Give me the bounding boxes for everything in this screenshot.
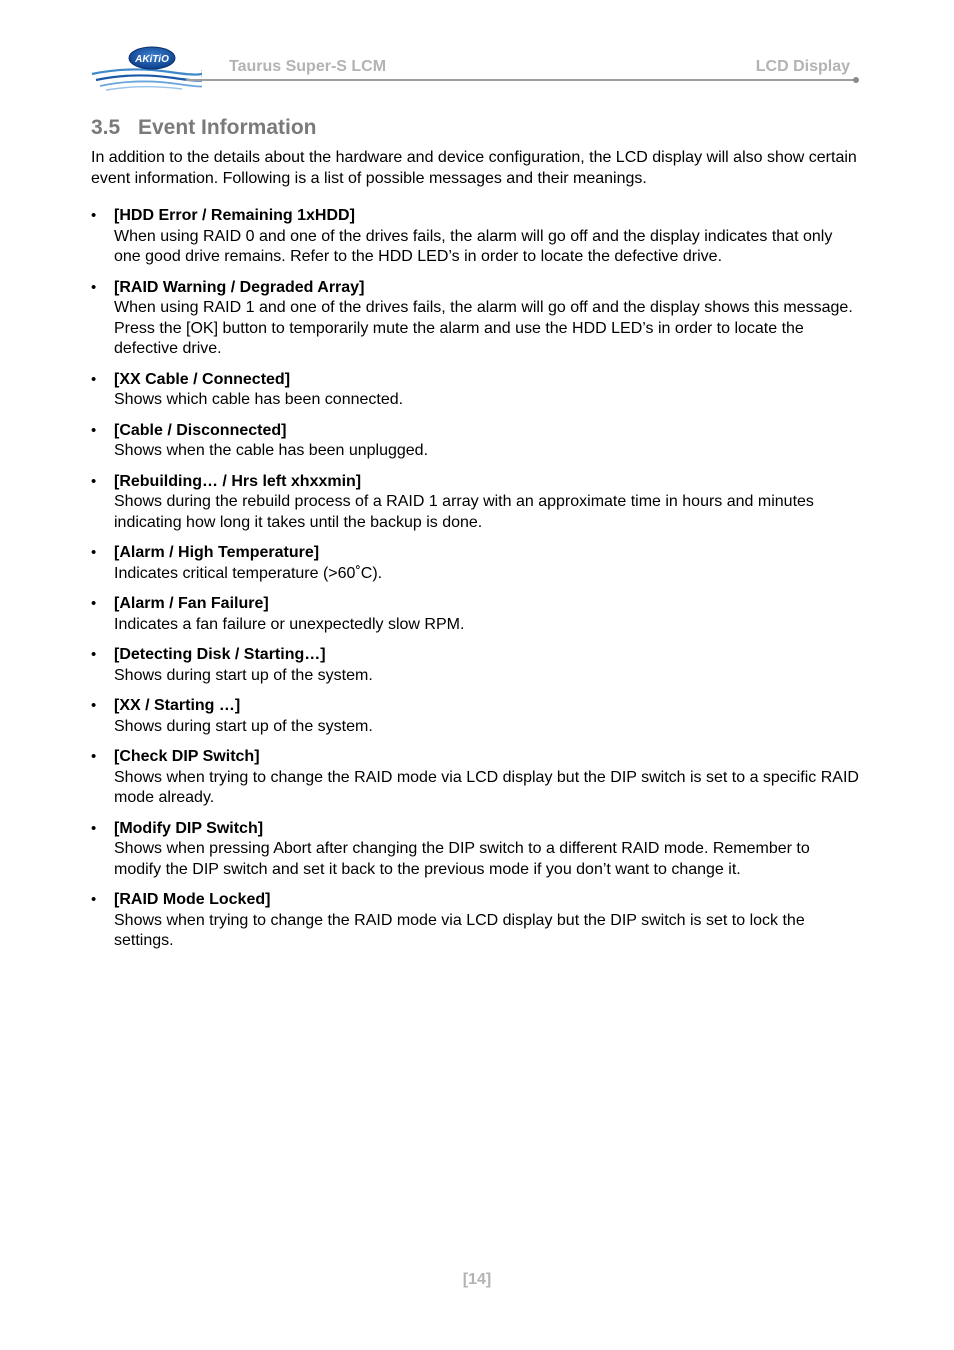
event-title: • [Detecting Disk / Starting…] bbox=[114, 646, 326, 663]
event-item bbox=[91, 747, 861, 809]
event-title: • [XX Cable / Connected] bbox=[114, 370, 291, 388]
event-item bbox=[91, 890, 861, 952]
event-item bbox=[91, 696, 861, 737]
event-description: Shows during start up of the system. bbox=[114, 666, 373, 684]
event-item bbox=[91, 278, 861, 360]
header-divider bbox=[186, 79, 858, 81]
event-description: Shows when pressing Abort after changing the DIP switch to a different RAID mode. Remember to modify the DIP switch and set it back to the previous mode if you don’t want to change it. bbox=[114, 840, 810, 878]
event-title: • [Check DIP Switch] bbox=[114, 748, 260, 765]
event-item bbox=[91, 543, 861, 584]
section-title: Event Information bbox=[138, 116, 317, 139]
event-item bbox=[91, 819, 861, 881]
event-description: Shows when trying to change the RAID mode via LCD display but the DIP switch is set to a specific RAID mode already. bbox=[114, 768, 859, 806]
event-title: • [RAID Warning / Degraded Array] bbox=[114, 278, 365, 296]
event-title: • [HDD Error / Remaining 1xHDD] bbox=[114, 207, 355, 224]
event-title: • [Alarm / High Temperature] bbox=[114, 544, 320, 561]
page-content bbox=[91, 113, 861, 962]
page-header bbox=[0, 0, 954, 100]
akitio-logo bbox=[90, 44, 202, 92]
event-description: Shows during the rebuild process of a RAID 1 array with an approximate time in hours and minutes indicating how long it takes until the backup is done. bbox=[114, 493, 814, 531]
event-description: When using RAID 1 and one of the drives fails, the alarm will go off and the display shows this message. Press the [OK] button to temporarily mute the alarm and use the HDD LED’s in order to locate the defective drive. bbox=[114, 299, 853, 357]
section-heading bbox=[91, 113, 861, 143]
event-description: Shows when trying to change the RAID mode via LCD display but the DIP switch is set to lock the settings. bbox=[114, 911, 805, 949]
header-divider-endpoint bbox=[853, 77, 859, 83]
section-number: 3.5 bbox=[91, 116, 121, 139]
event-title: • [XX / Starting …] bbox=[114, 697, 241, 714]
event-title: • [Alarm / Fan Failure] bbox=[114, 595, 269, 612]
event-description: When using RAID 0 and one of the drives fails, the alarm will go off and the display indicates that only one good drive remains. Refer to the HDD LED’s in order to locate the defective drive. bbox=[114, 227, 833, 265]
event-item bbox=[91, 594, 861, 635]
event-title: • [Modify DIP Switch] bbox=[114, 819, 264, 837]
event-description: Indicates critical temperature (>60˚C). bbox=[114, 564, 383, 582]
header-section: LCD Display bbox=[755, 58, 850, 75]
event-description: Shows when the cable has been unplugged. bbox=[114, 442, 429, 459]
event-description: Shows during start up of the system. bbox=[114, 717, 373, 735]
event-item bbox=[91, 421, 861, 462]
event-title: • [Rebuilding… / Hrs left xhxxmin] bbox=[114, 472, 362, 490]
event-description: Indicates a fan failure or unexpectedly slow RPM. bbox=[114, 615, 465, 633]
event-title: • [Cable / Disconnected] bbox=[114, 421, 287, 439]
event-item bbox=[91, 206, 861, 268]
event-item bbox=[91, 472, 861, 534]
event-item bbox=[91, 645, 861, 686]
event-description: Shows which cable has been connected. bbox=[114, 391, 404, 408]
svg-text:AKiTiO: AKiTiO bbox=[135, 54, 169, 65]
page-number: [14] bbox=[462, 1271, 492, 1288]
event-item bbox=[91, 370, 861, 411]
header-product: Taurus Super-S LCM bbox=[229, 58, 387, 75]
event-list bbox=[91, 206, 861, 952]
event-title: • [RAID Mode Locked] bbox=[114, 891, 271, 908]
section-intro: In addition to the details about the hardware and device configuration, the LCD display will also show certain event information. Following is a list of possible messages and their meanings. bbox=[91, 149, 857, 187]
